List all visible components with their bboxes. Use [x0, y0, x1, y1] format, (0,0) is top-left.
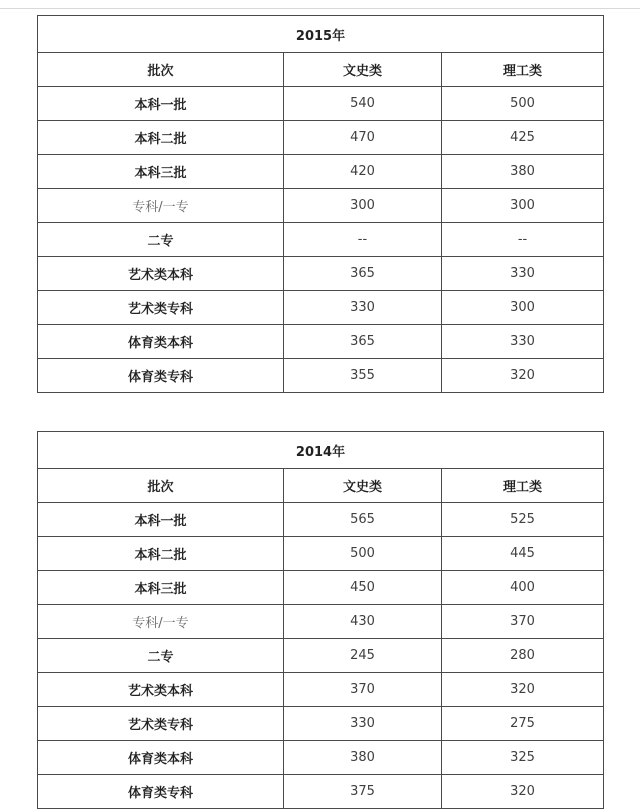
header-row — [38, 53, 604, 87]
table-title-row — [38, 16, 604, 53]
table-row — [38, 325, 604, 359]
wenshi-cell: 540 — [284, 87, 442, 121]
wenshi-cell: 365 — [284, 257, 442, 291]
table-row — [38, 155, 604, 189]
batch-cell: 本科一批 — [38, 87, 284, 121]
top-divider — [0, 8, 640, 9]
batch-cell: 体育类本科 — [38, 741, 284, 775]
batch-cell: 体育类本科 — [38, 325, 284, 359]
batch-cell: 艺术类专科 — [38, 707, 284, 741]
batch-cell: 本科一批 — [38, 503, 284, 537]
wenshi-cell: 245 — [284, 639, 442, 673]
batch-cell: 二专 — [38, 639, 284, 673]
wenshi-cell: 380 — [284, 741, 442, 775]
table-row — [38, 87, 604, 121]
wenshi-cell: 370 — [284, 673, 442, 707]
table-row — [38, 257, 604, 291]
ligong-cell: 300 — [442, 189, 604, 223]
header-ligong: 理工类 — [442, 53, 604, 87]
ligong-cell: 275 — [442, 707, 604, 741]
score-table-2014 — [37, 431, 604, 809]
batch-cell: 体育类专科 — [38, 359, 284, 393]
header-wenshi: 文史类 — [284, 53, 442, 87]
ligong-cell: 320 — [442, 673, 604, 707]
wenshi-cell: 355 — [284, 359, 442, 393]
batch-cell: 艺术类专科 — [38, 291, 284, 325]
wenshi-cell: 300 — [284, 189, 442, 223]
table-row — [38, 223, 604, 257]
table-title: 2015年 — [38, 16, 604, 53]
header-row — [38, 469, 604, 503]
wenshi-cell: 365 — [284, 325, 442, 359]
ligong-cell: 380 — [442, 155, 604, 189]
score-table-2015 — [37, 15, 604, 393]
batch-cell: 艺术类本科 — [38, 673, 284, 707]
batch-cell: 二专 — [38, 223, 284, 257]
table-row — [38, 707, 604, 741]
table-row — [38, 639, 604, 673]
table-row — [38, 291, 604, 325]
header-batch: 批次 — [38, 469, 284, 503]
batch-cell: 本科三批 — [38, 155, 284, 189]
ligong-cell: -- — [442, 223, 604, 257]
wenshi-cell: 330 — [284, 707, 442, 741]
ligong-cell: 400 — [442, 571, 604, 605]
wenshi-cell: 565 — [284, 503, 442, 537]
wenshi-cell: 500 — [284, 537, 442, 571]
ligong-cell: 330 — [442, 325, 604, 359]
batch-cell: 体育类专科 — [38, 775, 284, 809]
table-row — [38, 571, 604, 605]
ligong-cell: 280 — [442, 639, 604, 673]
ligong-cell: 300 — [442, 291, 604, 325]
wenshi-cell: 430 — [284, 605, 442, 639]
batch-cell: 本科三批 — [38, 571, 284, 605]
ligong-cell: 370 — [442, 605, 604, 639]
table-row — [38, 189, 604, 223]
batch-cell: 专科/一专 — [38, 605, 284, 639]
table-row — [38, 775, 604, 809]
table-row — [38, 605, 604, 639]
header-wenshi: 文史类 — [284, 469, 442, 503]
wenshi-cell: -- — [284, 223, 442, 257]
header-ligong: 理工类 — [442, 469, 604, 503]
header-batch: 批次 — [38, 53, 284, 87]
table-row — [38, 503, 604, 537]
wenshi-cell: 420 — [284, 155, 442, 189]
wenshi-cell: 375 — [284, 775, 442, 809]
ligong-cell: 500 — [442, 87, 604, 121]
table-row — [38, 121, 604, 155]
table-row — [38, 359, 604, 393]
ligong-cell: 325 — [442, 741, 604, 775]
ligong-cell: 445 — [442, 537, 604, 571]
ligong-cell: 425 — [442, 121, 604, 155]
batch-cell: 本科二批 — [38, 121, 284, 155]
ligong-cell: 330 — [442, 257, 604, 291]
wenshi-cell: 330 — [284, 291, 442, 325]
wenshi-cell: 470 — [284, 121, 442, 155]
wenshi-cell: 450 — [284, 571, 442, 605]
ligong-cell: 320 — [442, 359, 604, 393]
table-row — [38, 537, 604, 571]
table-title: 2014年 — [38, 432, 604, 469]
ligong-cell: 320 — [442, 775, 604, 809]
batch-cell: 本科二批 — [38, 537, 284, 571]
ligong-cell: 525 — [442, 503, 604, 537]
batch-cell: 艺术类本科 — [38, 257, 284, 291]
batch-cell: 专科/一专 — [38, 189, 284, 223]
table-row — [38, 673, 604, 707]
table-title-row — [38, 432, 604, 469]
table-row — [38, 741, 604, 775]
